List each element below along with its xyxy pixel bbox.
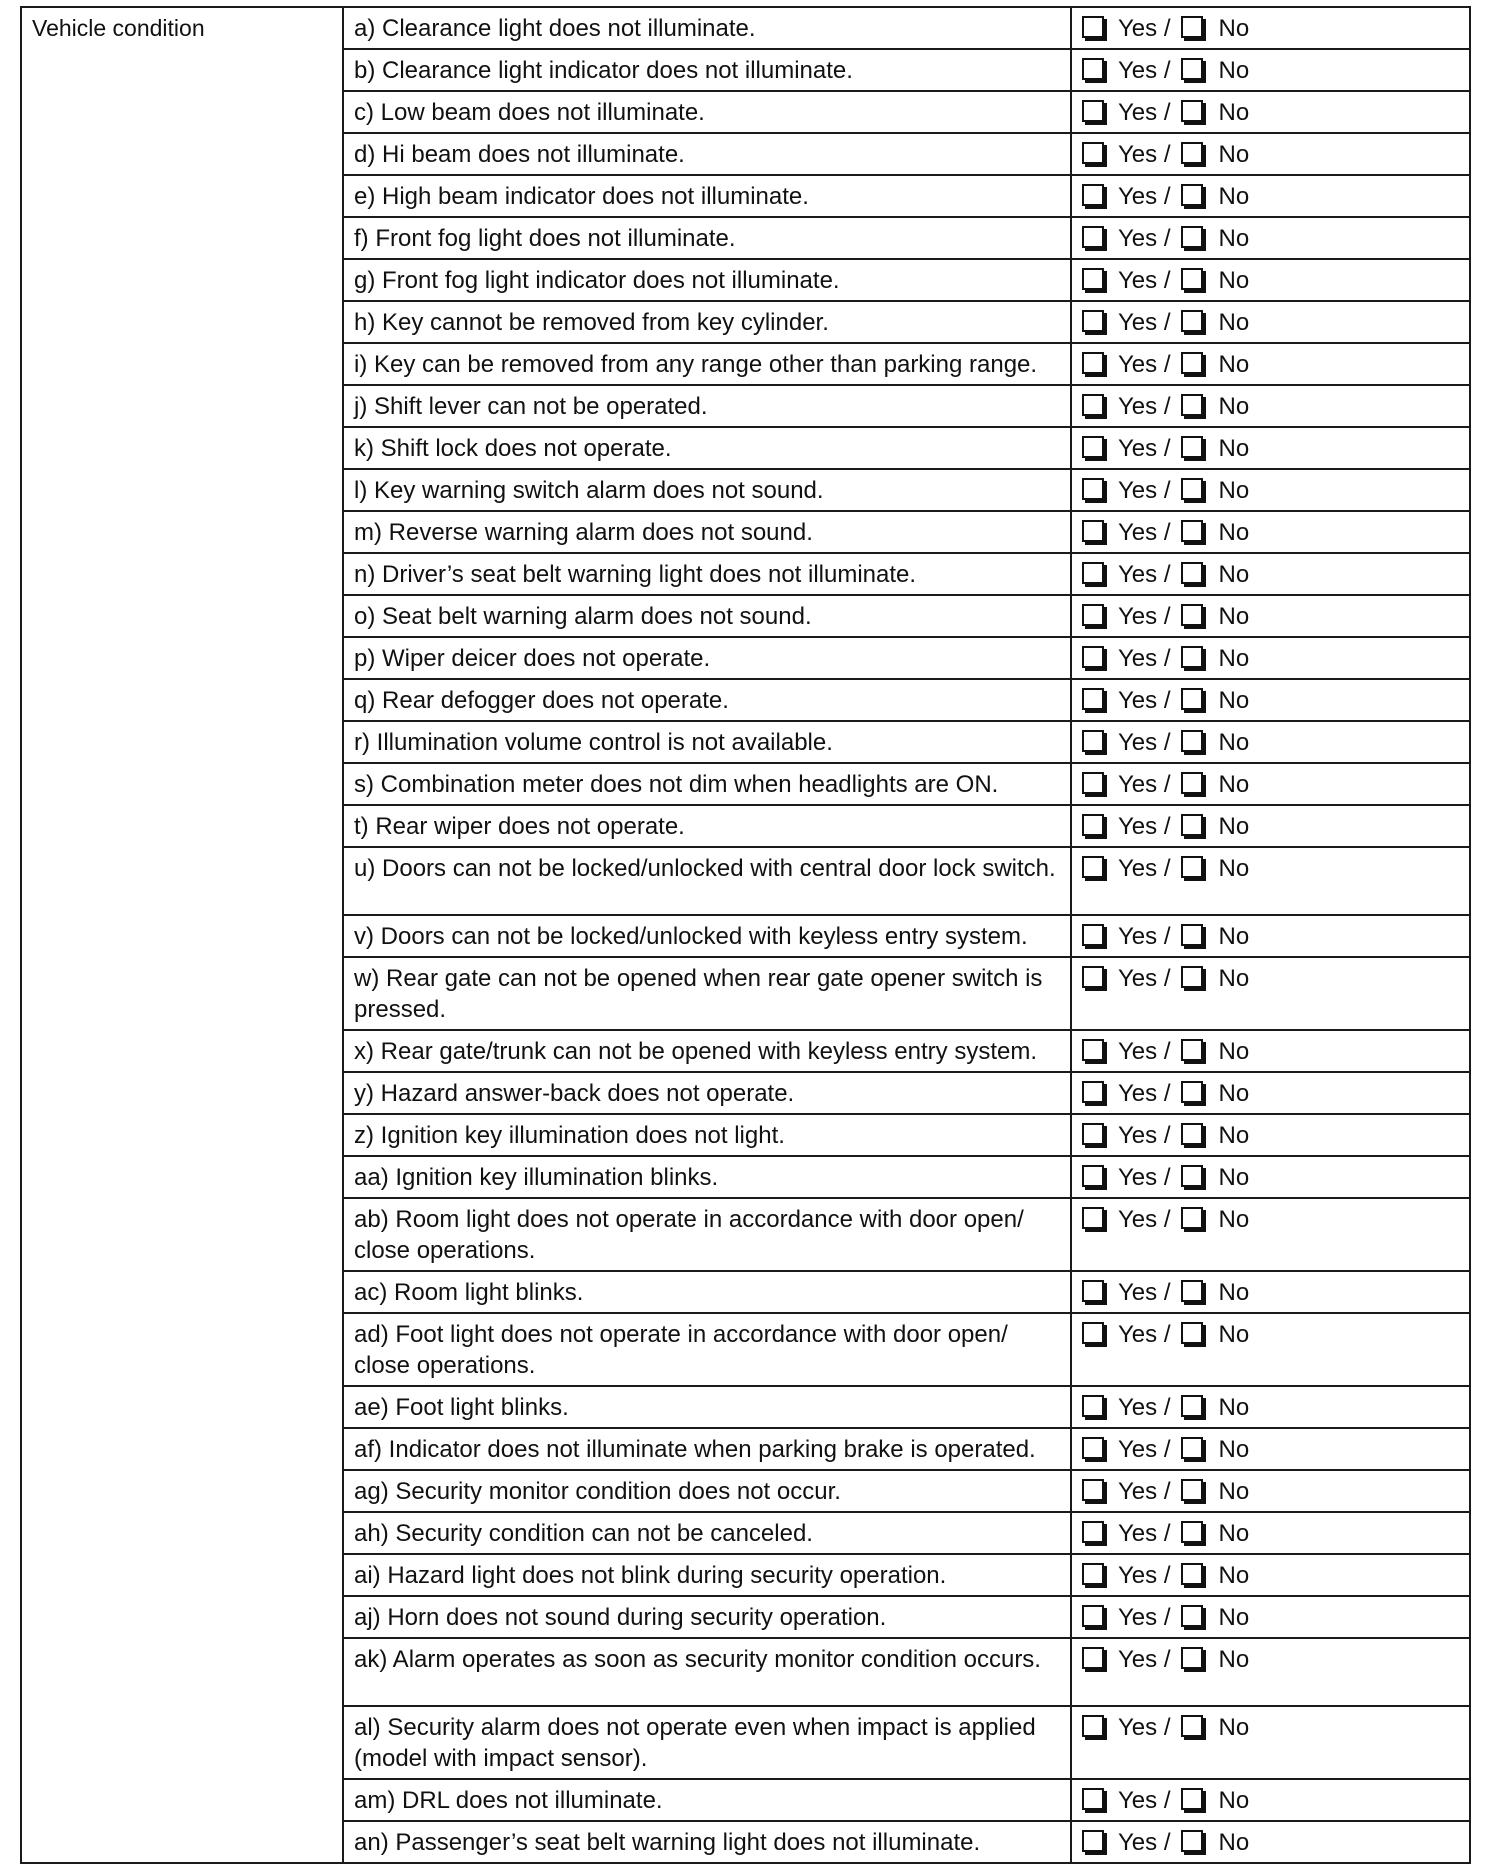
yes-checkbox[interactable] [1082,58,1104,80]
answer-cell [1071,1030,1470,1072]
yes-label: Yes / [1118,1477,1171,1505]
yes-label: Yes / [1118,519,1171,546]
condition-text: ag) Security monitor condition does not occur. [343,1470,1071,1512]
no-label: No [1218,435,1250,462]
no-checkbox[interactable] [1181,772,1203,794]
no-checkbox[interactable] [1181,268,1203,290]
answer-cell [1071,553,1470,595]
yes-label: Yes / [1118,1079,1171,1107]
no-checkbox[interactable] [1181,966,1203,988]
condition-text: ae) Foot light blinks. [343,1386,1071,1428]
yes-checkbox[interactable] [1082,478,1104,500]
no-checkbox[interactable] [1181,1605,1203,1627]
yes-checkbox[interactable] [1082,1437,1104,1459]
no-checkbox[interactable] [1181,184,1203,206]
no-label: No [1218,1393,1250,1421]
condition-text: i) Key can be removed from any range other than parking range. [343,343,1071,385]
no-label: No [1218,1786,1250,1814]
condition-text: c) Low beam does not illuminate. [343,91,1071,133]
no-checkbox[interactable] [1181,142,1203,164]
yes-label: Yes / [1118,1713,1171,1741]
no-checkbox[interactable] [1181,1395,1203,1417]
condition-text: v) Doors can not be locked/unlocked with keyless entry system. [343,915,1071,957]
no-checkbox[interactable] [1181,100,1203,122]
no-checkbox[interactable] [1181,226,1203,248]
yes-label: Yes / [1118,99,1171,126]
no-checkbox[interactable] [1181,1207,1203,1229]
no-checkbox[interactable] [1181,394,1203,416]
condition-text: a) Clearance light does not illuminate. [343,7,1071,49]
table-row [21,7,1470,49]
no-checkbox[interactable] [1181,730,1203,752]
yes-checkbox[interactable] [1082,16,1104,38]
yes-checkbox[interactable] [1082,1647,1104,1669]
condition-text: ak) Alarm operates as soon as security monitor condition occurs. [343,1638,1071,1706]
condition-text: s) Combination meter does not dim when headlights are ON. [343,763,1071,805]
yes-checkbox[interactable] [1082,436,1104,458]
answer-cell [1071,1428,1470,1470]
table-body [21,7,1470,1863]
condition-text: am) DRL does not illuminate. [343,1779,1071,1821]
condition-text: m) Reverse warning alarm does not sound. [343,511,1071,553]
yes-checkbox[interactable] [1082,226,1104,248]
answer-cell [1071,957,1470,1030]
answer-cell [1071,637,1470,679]
condition-text: t) Rear wiper does not operate. [343,805,1071,847]
no-label: No [1218,309,1250,336]
condition-text: f) Front fog light does not illuminate. [343,217,1071,259]
yes-label: Yes / [1118,1561,1171,1589]
yes-label: Yes / [1118,267,1171,294]
yes-label: Yes / [1118,435,1171,462]
no-checkbox[interactable] [1181,1479,1203,1501]
no-checkbox[interactable] [1181,1563,1203,1585]
no-checkbox[interactable] [1181,1647,1203,1669]
no-checkbox[interactable] [1181,1830,1203,1852]
condition-text: b) Clearance light indicator does not illuminate. [343,49,1071,91]
yes-label: Yes / [1118,1205,1171,1233]
no-label: No [1218,561,1250,588]
no-checkbox[interactable] [1181,924,1203,946]
no-label: No [1218,225,1250,252]
yes-checkbox[interactable] [1082,646,1104,668]
yes-checkbox[interactable] [1082,772,1104,794]
yes-label: Yes / [1118,15,1171,42]
yes-checkbox[interactable] [1082,1788,1104,1810]
condition-text: k) Shift lock does not operate. [343,427,1071,469]
no-checkbox[interactable] [1181,1123,1203,1145]
no-checkbox[interactable] [1181,604,1203,626]
no-label: No [1218,519,1250,546]
no-label: No [1218,1828,1250,1856]
no-label: No [1218,141,1250,168]
answer-cell [1071,805,1470,847]
yes-label: Yes / [1118,813,1171,840]
answer-cell [1071,259,1470,301]
vehicle-condition-table [20,6,1471,1864]
section-label: Vehicle condition [21,7,343,1863]
condition-text: ah) Security condition can not be canceled. [343,1512,1071,1554]
yes-checkbox[interactable] [1082,268,1104,290]
yes-label: Yes / [1118,1519,1171,1547]
answer-cell [1071,7,1470,49]
yes-checkbox[interactable] [1082,1715,1104,1737]
yes-checkbox[interactable] [1082,1605,1104,1627]
condition-text: ab) Room light does not operate in accordance with door open/ close operations. [343,1198,1071,1271]
yes-label: Yes / [1118,855,1171,882]
yes-label: Yes / [1118,1435,1171,1463]
answer-cell [1071,915,1470,957]
answer-cell [1071,343,1470,385]
answer-cell [1071,1156,1470,1198]
yes-checkbox[interactable] [1082,394,1104,416]
yes-checkbox[interactable] [1082,1395,1104,1417]
yes-label: Yes / [1118,477,1171,504]
no-checkbox[interactable] [1181,1788,1203,1810]
condition-text: p) Wiper deicer does not operate. [343,637,1071,679]
no-label: No [1218,1079,1250,1107]
yes-label: Yes / [1118,922,1171,950]
answer-cell [1071,427,1470,469]
yes-label: Yes / [1118,1393,1171,1421]
no-label: No [1218,15,1250,42]
yes-checkbox[interactable] [1082,1280,1104,1302]
no-checkbox[interactable] [1181,1165,1203,1187]
no-checkbox[interactable] [1181,562,1203,584]
condition-text: x) Rear gate/trunk can not be opened with keyless entry system. [343,1030,1071,1072]
no-label: No [1218,1645,1250,1673]
yes-checkbox[interactable] [1082,856,1104,878]
yes-checkbox[interactable] [1082,142,1104,164]
answer-cell [1071,217,1470,259]
condition-text: ac) Room light blinks. [343,1271,1071,1313]
answer-cell [1071,1821,1470,1863]
condition-text: g) Front fog light indicator does not illuminate. [343,259,1071,301]
yes-label: Yes / [1118,687,1171,714]
yes-label: Yes / [1118,141,1171,168]
yes-checkbox[interactable] [1082,1207,1104,1229]
no-checkbox[interactable] [1181,688,1203,710]
answer-cell [1071,1198,1470,1271]
answer-cell [1071,1638,1470,1706]
answer-cell [1071,1386,1470,1428]
condition-text: e) High beam indicator does not illuminate. [343,175,1071,217]
no-label: No [1218,1163,1250,1191]
yes-checkbox[interactable] [1082,730,1104,752]
yes-label: Yes / [1118,1786,1171,1814]
yes-checkbox[interactable] [1082,310,1104,332]
yes-checkbox[interactable] [1082,966,1104,988]
condition-text: ad) Foot light does not operate in accordance with door open/ close operations. [343,1313,1071,1386]
yes-label: Yes / [1118,1828,1171,1856]
answer-cell [1071,1271,1470,1313]
no-label: No [1218,1278,1250,1306]
condition-text: al) Security alarm does not operate even when impact is applied (model with impact sensor). [343,1706,1071,1779]
condition-text: w) Rear gate can not be opened when rear gate opener switch is pressed. [343,957,1071,1030]
yes-label: Yes / [1118,309,1171,336]
yes-label: Yes / [1118,183,1171,210]
no-checkbox[interactable] [1181,436,1203,458]
yes-checkbox[interactable] [1082,1123,1104,1145]
no-label: No [1218,1205,1250,1233]
condition-text: aa) Ignition key illumination blinks. [343,1156,1071,1198]
condition-text: ai) Hazard light does not blink during security operation. [343,1554,1071,1596]
answer-cell [1071,91,1470,133]
no-label: No [1218,922,1250,950]
no-label: No [1218,267,1250,294]
no-checkbox[interactable] [1181,646,1203,668]
yes-label: Yes / [1118,225,1171,252]
yes-checkbox[interactable] [1082,924,1104,946]
yes-checkbox[interactable] [1082,1521,1104,1543]
no-label: No [1218,1477,1250,1505]
yes-label: Yes / [1118,57,1171,84]
yes-checkbox[interactable] [1082,1479,1104,1501]
no-label: No [1218,771,1250,798]
answer-cell [1071,1554,1470,1596]
yes-checkbox[interactable] [1082,688,1104,710]
answer-cell [1071,385,1470,427]
condition-text: u) Doors can not be locked/unlocked with central door lock switch. [343,847,1071,915]
no-checkbox[interactable] [1181,520,1203,542]
answer-cell [1071,133,1470,175]
answer-cell [1071,679,1470,721]
yes-label: Yes / [1118,1163,1171,1191]
no-label: No [1218,1320,1250,1348]
yes-label: Yes / [1118,1603,1171,1631]
condition-text: q) Rear defogger does not operate. [343,679,1071,721]
condition-text: n) Driver’s seat belt warning light does not illuminate. [343,553,1071,595]
answer-cell [1071,1779,1470,1821]
yes-label: Yes / [1118,1645,1171,1673]
condition-text: h) Key cannot be removed from key cylinder. [343,301,1071,343]
condition-text: an) Passenger’s seat belt warning light does not illuminate. [343,1821,1071,1863]
no-label: No [1218,964,1250,992]
condition-text: af) Indicator does not illuminate when parking brake is operated. [343,1428,1071,1470]
answer-cell [1071,1512,1470,1554]
yes-label: Yes / [1118,1121,1171,1149]
yes-label: Yes / [1118,1320,1171,1348]
answer-cell [1071,1470,1470,1512]
answer-cell [1071,1596,1470,1638]
condition-text: j) Shift lever can not be operated. [343,385,1071,427]
no-label: No [1218,1603,1250,1631]
yes-label: Yes / [1118,351,1171,378]
no-checkbox[interactable] [1181,352,1203,374]
answer-cell [1071,721,1470,763]
no-label: No [1218,351,1250,378]
no-checkbox[interactable] [1181,1715,1203,1737]
no-checkbox[interactable] [1181,1437,1203,1459]
yes-checkbox[interactable] [1082,562,1104,584]
no-label: No [1218,1713,1250,1741]
no-label: No [1218,1561,1250,1589]
answer-cell [1071,763,1470,805]
answer-cell [1071,595,1470,637]
answer-cell [1071,301,1470,343]
no-checkbox[interactable] [1181,58,1203,80]
yes-label: Yes / [1118,729,1171,756]
yes-label: Yes / [1118,603,1171,630]
yes-label: Yes / [1118,964,1171,992]
answer-cell [1071,847,1470,915]
no-checkbox[interactable] [1181,310,1203,332]
yes-label: Yes / [1118,1037,1171,1065]
condition-text: d) Hi beam does not illuminate. [343,133,1071,175]
answer-cell [1071,1706,1470,1779]
no-label: No [1218,603,1250,630]
condition-text: r) Illumination volume control is not available. [343,721,1071,763]
yes-label: Yes / [1118,393,1171,420]
no-checkbox[interactable] [1181,1322,1203,1344]
no-label: No [1218,477,1250,504]
yes-checkbox[interactable] [1082,184,1104,206]
yes-checkbox[interactable] [1082,1830,1104,1852]
yes-label: Yes / [1118,771,1171,798]
yes-checkbox[interactable] [1082,1165,1104,1187]
no-label: No [1218,687,1250,714]
no-label: No [1218,855,1250,882]
condition-text: z) Ignition key illumination does not light. [343,1114,1071,1156]
no-label: No [1218,1519,1250,1547]
no-label: No [1218,729,1250,756]
yes-checkbox[interactable] [1082,1081,1104,1103]
no-checkbox[interactable] [1181,1081,1203,1103]
answer-cell [1071,1313,1470,1386]
yes-label: Yes / [1118,645,1171,672]
no-checkbox[interactable] [1181,1521,1203,1543]
no-checkbox[interactable] [1181,478,1203,500]
no-label: No [1218,57,1250,84]
yes-label: Yes / [1118,561,1171,588]
answer-cell [1071,469,1470,511]
yes-checkbox[interactable] [1082,1322,1104,1344]
no-label: No [1218,99,1250,126]
no-label: No [1218,1435,1250,1463]
yes-checkbox[interactable] [1082,1563,1104,1585]
answer-cell [1071,49,1470,91]
yes-checkbox[interactable] [1082,352,1104,374]
no-label: No [1218,1037,1250,1065]
no-label: No [1218,813,1250,840]
condition-text: o) Seat belt warning alarm does not sound. [343,595,1071,637]
no-label: No [1218,183,1250,210]
answer-cell [1071,1114,1470,1156]
condition-text: y) Hazard answer-back does not operate. [343,1072,1071,1114]
no-checkbox[interactable] [1181,1280,1203,1302]
yes-checkbox[interactable] [1082,604,1104,626]
no-checkbox[interactable] [1181,16,1203,38]
yes-checkbox[interactable] [1082,1039,1104,1061]
no-label: No [1218,393,1250,420]
yes-checkbox[interactable] [1082,814,1104,836]
answer-cell [1071,1072,1470,1114]
answer-cell [1071,175,1470,217]
no-label: No [1218,645,1250,672]
condition-text: l) Key warning switch alarm does not sound. [343,469,1071,511]
no-checkbox[interactable] [1181,856,1203,878]
condition-text: aj) Horn does not sound during security operation. [343,1596,1071,1638]
no-label: No [1218,1121,1250,1149]
yes-checkbox[interactable] [1082,100,1104,122]
yes-label: Yes / [1118,1278,1171,1306]
answer-cell [1071,511,1470,553]
no-checkbox[interactable] [1181,814,1203,836]
no-checkbox[interactable] [1181,1039,1203,1061]
yes-checkbox[interactable] [1082,520,1104,542]
